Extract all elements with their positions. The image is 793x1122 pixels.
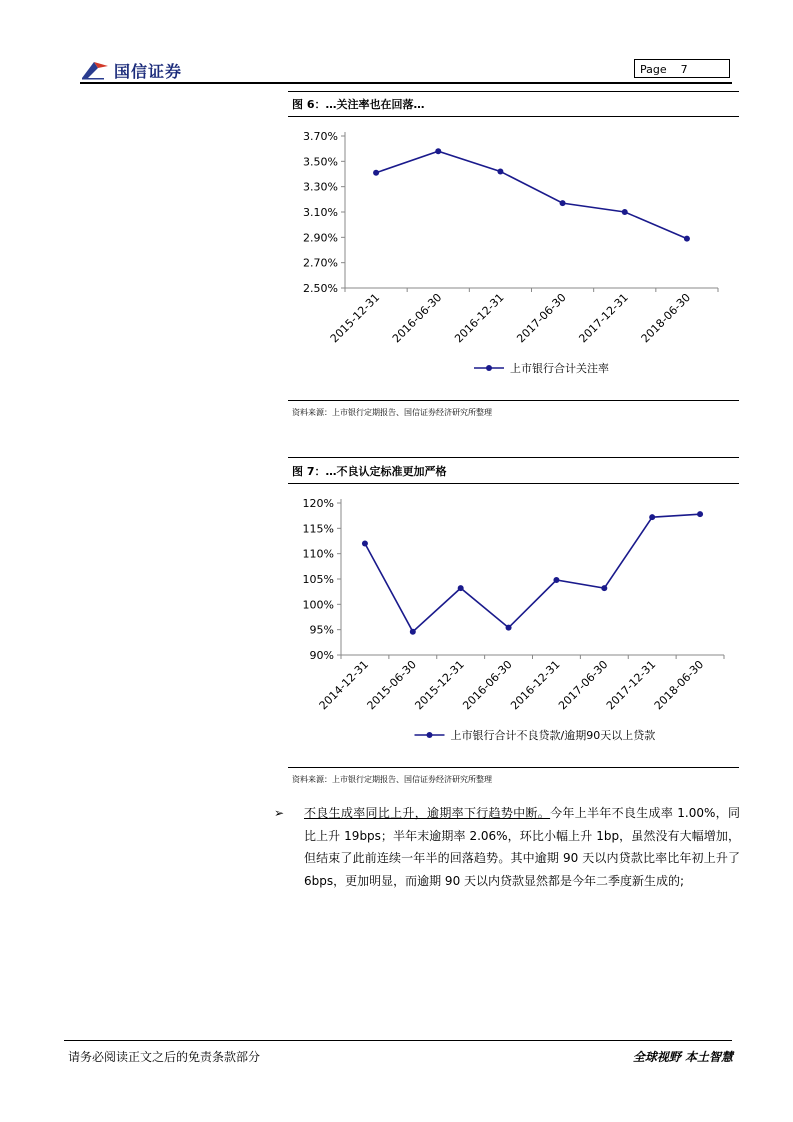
page-label: Page xyxy=(640,63,667,76)
x-tick-label: 2016-06-30 xyxy=(389,290,445,346)
x-tick-label: 2017-12-31 xyxy=(603,657,659,713)
legend-label: 上市银行合计关注率 xyxy=(510,362,609,375)
x-tick-label: 2014-12-31 xyxy=(316,657,372,713)
series-line xyxy=(376,151,687,238)
x-tick-label: 2015-12-31 xyxy=(412,657,467,713)
bullet-arrow-icon: ➢ xyxy=(274,806,285,820)
y-tick-label: 2.90% xyxy=(303,231,338,245)
y-tick-label: 115% xyxy=(302,522,334,536)
x-tick-label: 2016-12-31 xyxy=(452,290,507,346)
fig6-chart xyxy=(288,118,739,398)
data-point xyxy=(506,625,512,631)
header-divider xyxy=(80,82,732,84)
y-tick-label: 120% xyxy=(302,497,334,510)
brand-name: 国信证券 xyxy=(114,61,183,81)
footer-divider xyxy=(64,1040,732,1041)
data-point xyxy=(601,585,607,591)
data-point xyxy=(649,514,655,520)
footer-slogan: 全球视野 本土智慧 xyxy=(632,1050,733,1064)
y-tick-label: 3.50% xyxy=(303,155,338,169)
brand-logo xyxy=(80,58,182,82)
x-tick-label: 2016-06-30 xyxy=(460,657,515,713)
fig6-title: 图 6：…关注率也在回落… xyxy=(292,98,425,111)
x-tick-label: 2018-06-30 xyxy=(638,290,694,346)
data-point xyxy=(362,541,368,547)
fig7-source: 资料来源：上市银行定期报告、国信证券经济研究所整理 xyxy=(292,775,492,784)
legend-marker xyxy=(486,365,492,371)
fig7-title: 图 7：…不良认定标准更加严格 xyxy=(292,465,447,478)
paragraph-text: 今年上半年不良生成率 1.00%，同比上升 19bps；半年末逾期率 2.06%，环比小幅上升 1bp，虽然没有大幅增加，但结束了此前连续一年半的回落趋势。其中逾期 90 天以内贷款比率比年初上升了 6bps，更加明显，而逾期 90 天以内贷款显然都是今年二季度新生成的; xyxy=(304,806,740,888)
x-tick-label: 2016-12-31 xyxy=(508,657,563,713)
x-tick-label: 2018-06-30 xyxy=(651,657,707,713)
page-number: 7 xyxy=(680,63,688,76)
x-tick-label: 2017-06-30 xyxy=(556,657,611,713)
y-tick-label: 100% xyxy=(302,598,334,612)
data-point xyxy=(497,168,503,174)
y-tick-label: 3.10% xyxy=(303,206,338,219)
page-indicator xyxy=(634,59,730,78)
y-tick-label: 105% xyxy=(302,573,334,586)
data-point xyxy=(553,577,559,583)
logo-icon xyxy=(80,60,110,80)
data-point xyxy=(560,200,566,206)
fig7-title-rule xyxy=(288,483,739,484)
disclaimer-note: 请务必阅读正文之后的免责条款部分 xyxy=(68,1050,261,1064)
data-point xyxy=(435,148,441,154)
y-tick-label: 2.50% xyxy=(303,282,338,295)
y-tick-label: 2.70% xyxy=(303,256,338,270)
data-point xyxy=(684,236,690,242)
y-tick-label: 90% xyxy=(309,649,334,662)
data-point xyxy=(410,629,416,635)
y-tick-label: 110% xyxy=(302,547,334,561)
x-tick-label: 2015-12-31 xyxy=(327,290,383,346)
data-point xyxy=(373,170,379,176)
fig7-top-rule xyxy=(288,457,739,458)
data-point xyxy=(697,511,703,517)
body-paragraph xyxy=(304,802,740,892)
paragraph-highlight: 不良生成率同比上升，逾期率下行趋势中断。 xyxy=(304,806,551,820)
data-point xyxy=(458,585,464,591)
fig7-chart xyxy=(288,485,739,765)
legend-label: 上市银行合计不良贷款/逾期90天以上贷款 xyxy=(450,729,656,742)
fig6-source: 资料来源：上市银行定期报告、国信证券经济研究所整理 xyxy=(292,408,492,417)
x-tick-label: 2015-06-30 xyxy=(364,657,419,713)
fig6-title-rule xyxy=(288,116,739,117)
y-tick-label: 3.70% xyxy=(303,130,338,143)
fig6-bottom-rule xyxy=(288,400,739,401)
data-point xyxy=(622,209,628,215)
legend-marker xyxy=(427,732,433,738)
x-tick-label: 2017-12-31 xyxy=(576,290,631,346)
y-tick-label: 3.30% xyxy=(303,180,338,194)
series-line xyxy=(365,514,700,632)
fig6-top-rule xyxy=(288,91,739,92)
fig7-bottom-rule xyxy=(288,767,739,768)
x-tick-label: 2017-06-30 xyxy=(514,290,569,346)
y-tick-label: 95% xyxy=(309,623,334,637)
